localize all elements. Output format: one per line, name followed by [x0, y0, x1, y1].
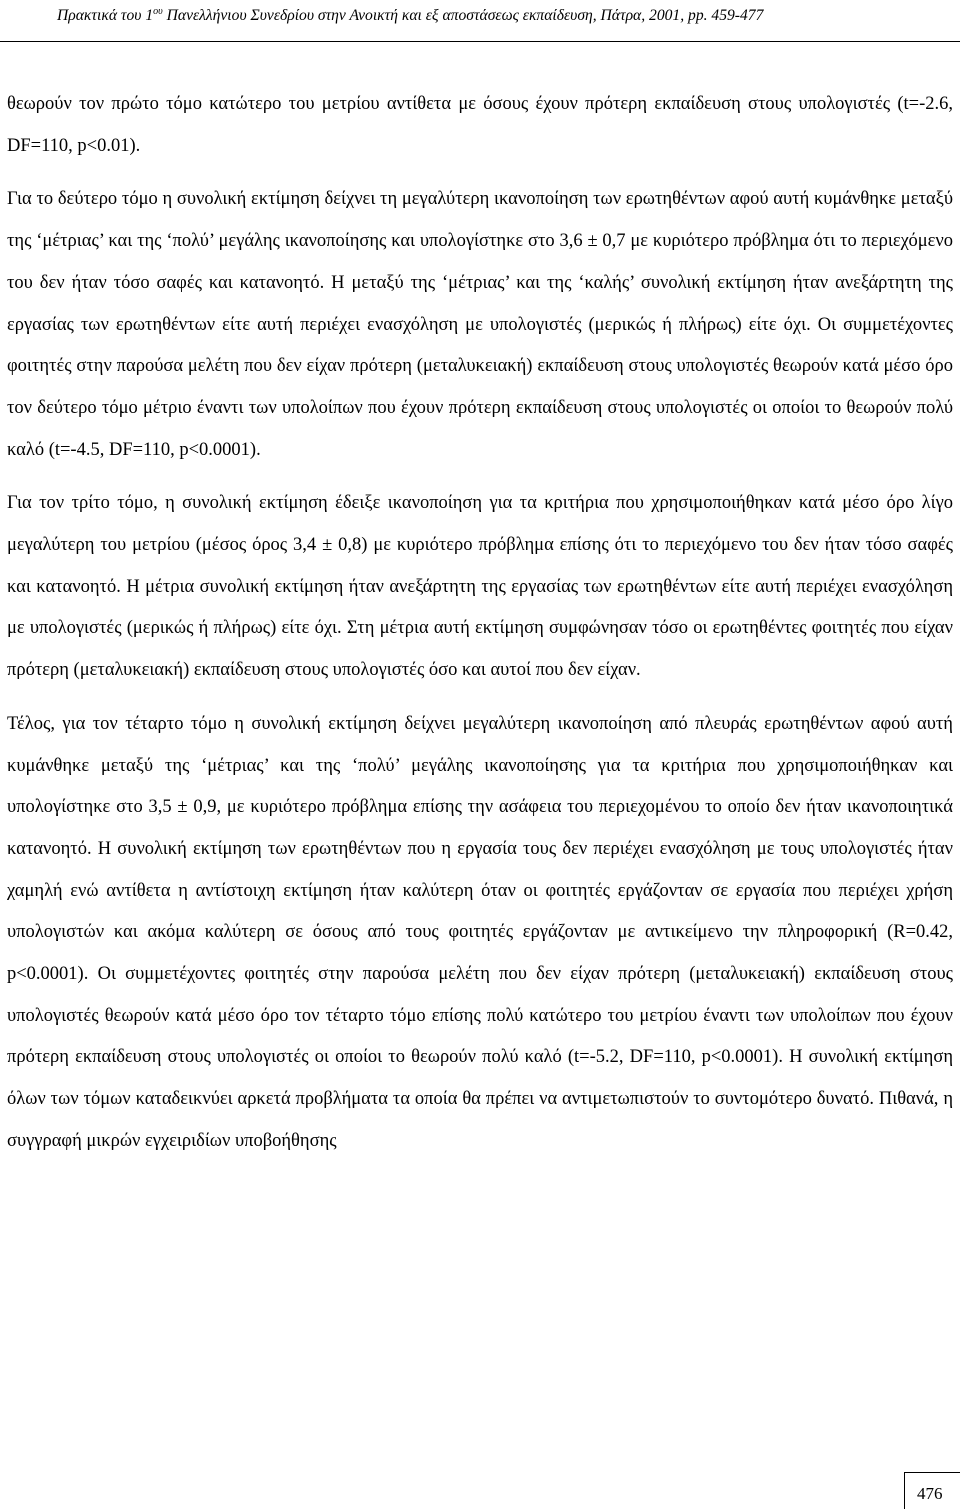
page-number: 476	[917, 1484, 943, 1503]
paragraph-continuation: θεωρούν τον πρώτο τόμο κατώτερο του μετρίου αντίθετα με όσους έχουν πρότερη εκπαίδευση στους υπολογιστές (t=-2.6, DF=110, p<0.01).	[7, 94, 953, 156]
paragraph-second-volume: Για το δεύτερο τόμο η συνολική εκτίμηση δείχνει τη μεγαλύτερη ικανοποίηση των ερωτηθέντων αφού αυτή κυμάνθηκε μεταξύ της ‘μέτριας’ και της ‘πολύ’ μεγάλης ικανοποίησης και υπολογίστηκε στο 3,6 ± 0,7 με κυριότερο πρόβλημα ότι το περιεχόμενο του δεν ήταν τόσο σαφές και κατανοητό. Η μεταξύ της ‘μέτριας’ και της ‘καλής’ συνολική εκτίμηση ήταν ανεξάρτητη της εργασίας των ερωτηθέντων είτε αυτή περιέχει ενασχόληση με υπολογιστές (μερικώς ή πλήρως) είτε όχι. Οι συμμετέχοντες φοιτητές στην παρούσα μελέτη που δεν είχαν πρότερη (μεταλυκειακή) εκπαίδευση στους υπολογιστές θεωρούν κατά μέσο όρο τον δεύτερο τόμο μέτριο έναντι των υπολοίπων που έχουν πρότερη εκπαίδευση στους υπολογιστές οι οποίοι το θεωρούν πολύ καλό (t=-4.5, DF=110, p<0.0001).	[7, 189, 953, 460]
header-text-after-sup: Πανελλήνιου Συνεδρίου στην Ανοικτή και εξ αποστάσεως εκπαίδευση, Πάτρα, 2001, pp. 459-477	[162, 7, 764, 24]
header-superscript: ου	[153, 6, 163, 17]
paragraph-third-volume: Για τον τρίτο τόμο, η συνολική εκτίμηση έδειξε ικανοποίηση για τα κριτήρια που χρησιμοποιήθηκαν κατά μέσο όρο λίγο μεγαλύτερη του μετρίου (μέσος όρος 3,4 ± 0,8) με κυριότερο πρόβλημα επίσης ότι το περιεχόμενο του δεν ήταν τόσο σαφές και κατανοητό. Η μέτρια συνολική εκτίμηση ήταν ανεξάρτητη της εργασίας των ερωτηθέντων είτε αυτή περιέχει ενασχόληση με υπολογιστές (μερικώς ή πλήρως) είτε όχι. Στη μέτρια αυτή εκτίμηση συμφώνησαν τόσο οι ερωτηθέντες φοιτητές που είχαν πρότερη (μεταλυκειακή) εκπαίδευση στους υπολογιστές όσο και αυτοί που δεν είχαν.	[7, 493, 953, 681]
page-number-box	[904, 1472, 960, 1509]
body-text	[7, 84, 953, 1163]
running-header	[0, 0, 960, 42]
header-citation	[57, 6, 763, 26]
paragraph-fourth-volume: Τέλος, για τον τέταρτο τόμο η συνολική εκτίμηση δείχνει μεγαλύτερη ικανοποίηση από πλευράς ερωτηθέντων αφού αυτή κυμάνθηκε μεταξύ της ‘μέτριας’ και της ‘πολύ’ μεγάλης ικανοποίησης για τα κριτήρια που χρησιμοποιήθηκαν και υπολογίστηκε στο 3,5 ± 0,9, με κυριότερο πρόβλημα επίσης την ασάφεια του περιεχομένου το οποίο δεν ήταν ικανοποιητικά κατανοητό. Η συνολική εκτίμηση των ερωτηθέντων που η εργασία τους δεν περιέχει ενασχόληση με τους υπολογιστές ήταν χαμηλή ενώ αντίθετα η αντίστοιχη εκτίμηση ήταν καλύτερη όταν οι φοιτητές εργάζονταν σε εργασία που περιέχει χρήση υπολογιστών και ακόμα καλύτερη σε όσους από τους φοιτητές εργάζονταν με αντικείμενο την πληροφορική (R=0.42, p<0.0001). Οι συμμετέχοντες φοιτητές στην παρούσα μελέτη που δεν είχαν πρότερη (μεταλυκειακή) εκπαίδευση στους υπολογιστές θεωρούν κατά μέσο όρο τον τέταρτο τόμο επίσης πολύ κατώτερο του μετρίου έναντι των υπολοίπων που έχουν πρότερη εκπαίδευση στους υπολογιστές οι οποίοι το θεωρούν πολύ καλό (t=-5.2, DF=110, p<0.0001). Η συνολική εκτίμηση όλων των τόμων καταδεικνύει αρκετά προβλήματα τα οποία θα πρέπει να αντιμετωπιστούν το συντομότερο δυνατό. Πιθανά, η συγγραφή μικρών εγχειριδίων υποβοήθησης	[7, 713, 953, 1151]
header-text-before-sup: Πρακτικά του 1	[57, 7, 154, 24]
